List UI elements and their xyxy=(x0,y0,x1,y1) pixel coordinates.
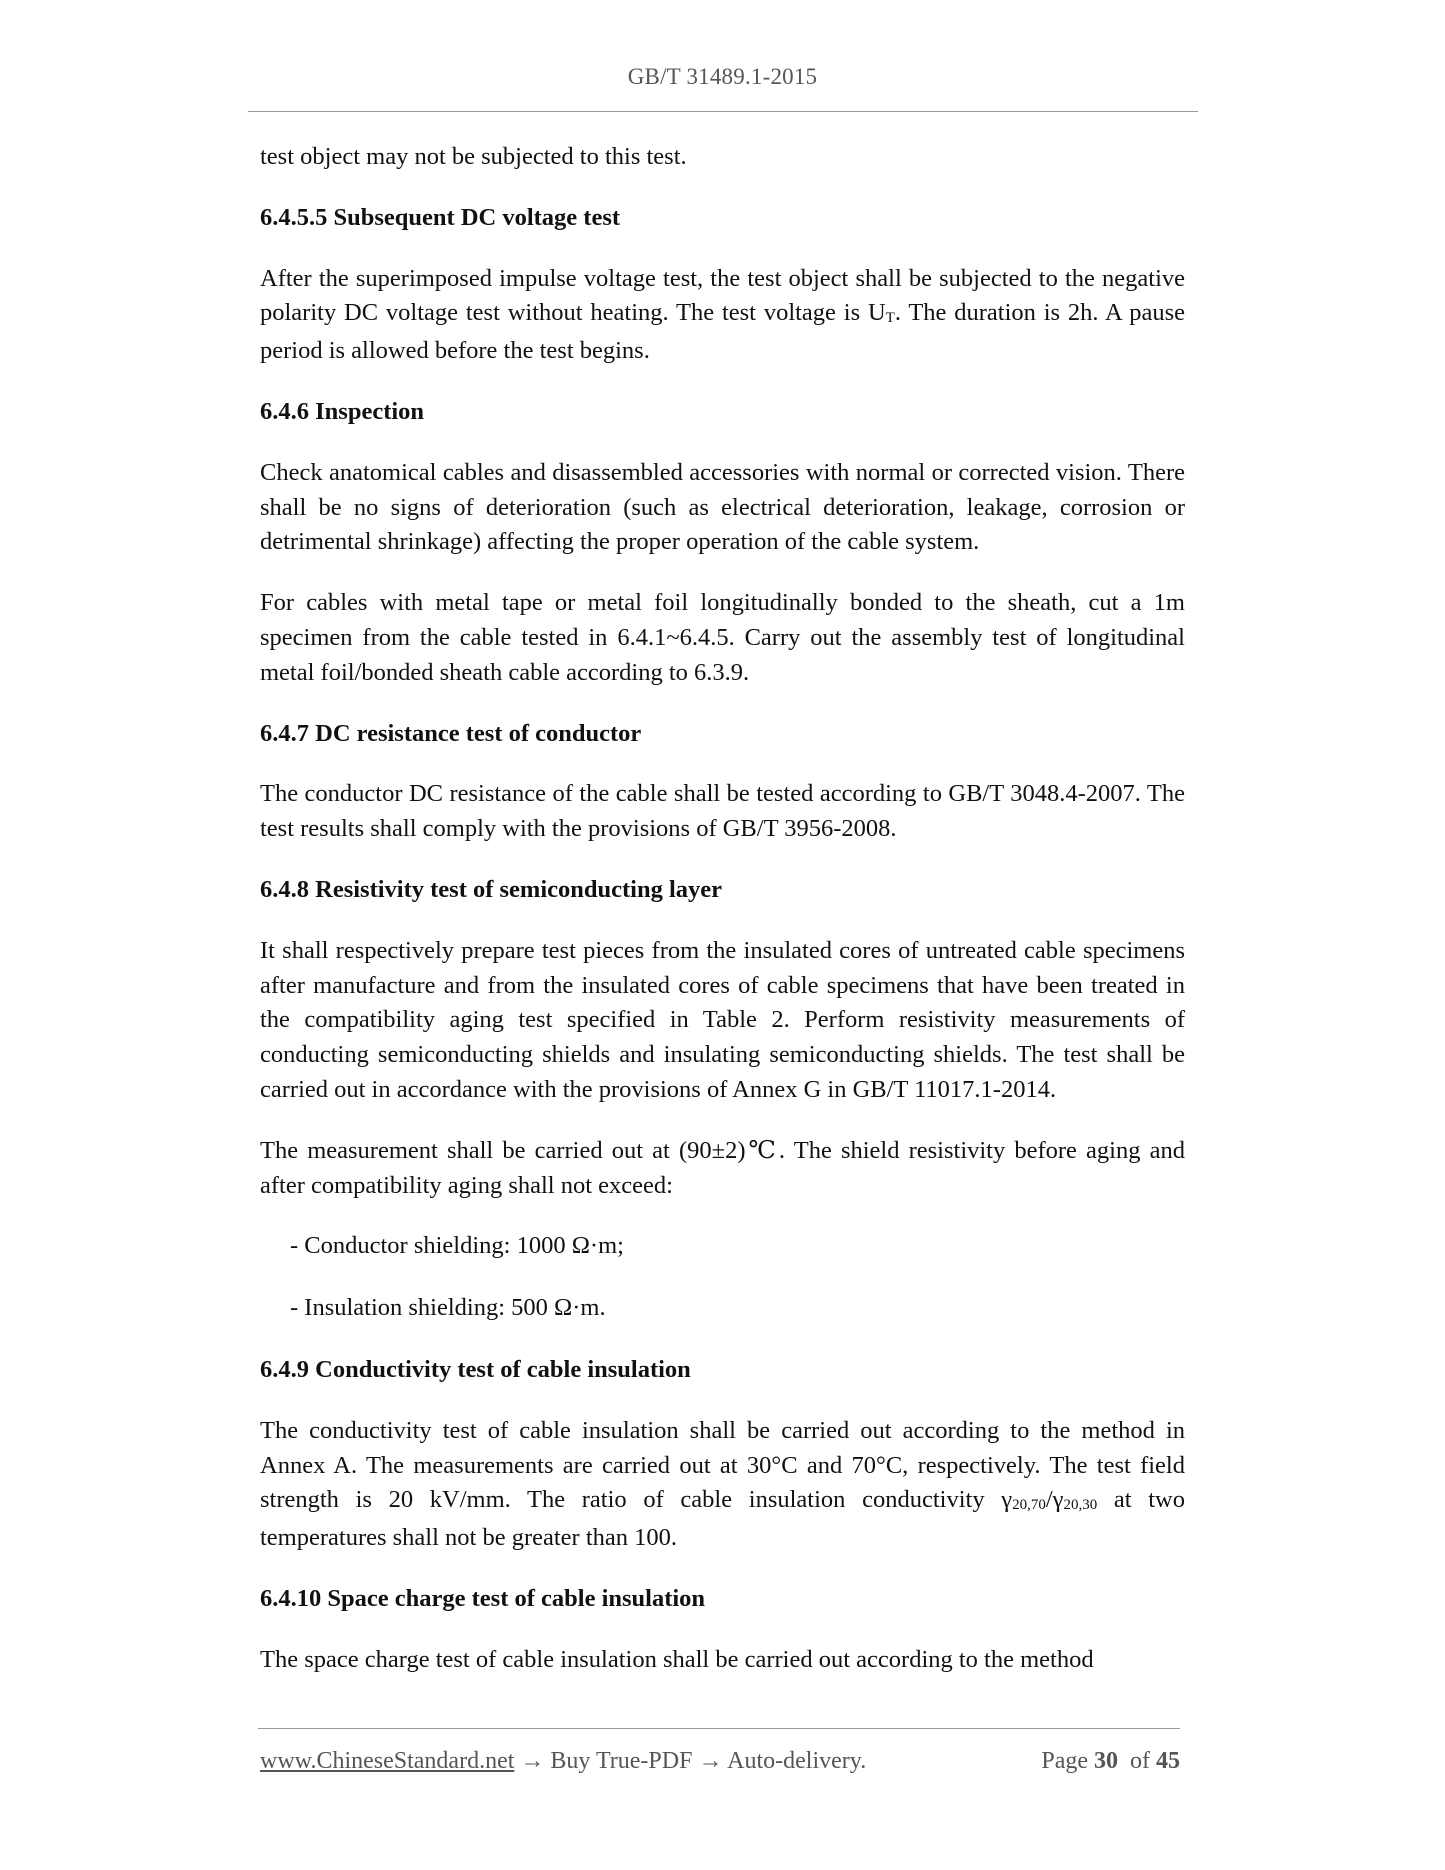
text-span: The conductivity test of cable insulation shall be carried out according to the method in Annex A. The measurements are carried out at 30°C and 70°C, respectively. The test field strength is 20 kV/mm. The ratio of cable insulation conductivity γ xyxy=(260,1416,1185,1514)
subscript: T xyxy=(885,310,895,327)
subscript: 20,30 xyxy=(1063,1497,1098,1514)
subscript: 20,70 xyxy=(1012,1497,1046,1514)
section-heading-6455: 6.4.5.5 Subsequent DC voltage test xyxy=(260,203,621,231)
current-page: 30 xyxy=(1094,1748,1118,1774)
list-item-conductor-shielding: - Conductor shielding: 1000 Ω·m; xyxy=(290,1232,624,1260)
total-pages: 45 xyxy=(1156,1748,1180,1774)
section-647-paragraph: The conductor DC resistance of the cable shall be tested according to GB/T 3048.4-2007. The test results shall comply with the provisions of GB/T 3956-2008. xyxy=(260,780,1185,843)
header-divider xyxy=(248,111,1198,112)
section-heading-648: 6.4.8 Resistivity test of semiconducting layer xyxy=(260,875,723,903)
document-body xyxy=(260,140,1185,1704)
section-646-paragraph-1: Check anatomical cables and disassembled accessories with normal or corrected vision. There shall be no signs of deterioration (such as electrical deterioration, leakage, corrosion or detrimental shrinkage) affecting the proper operation of the cable system. xyxy=(260,458,1185,556)
intro-paragraph: test object may not be subjected to this test. xyxy=(260,143,687,170)
section-6410-paragraph: The space charge test of cable insulation shall be carried out according to the method xyxy=(260,1645,1094,1673)
arrow-icon: → xyxy=(692,1748,728,1774)
text-span: /γ xyxy=(1045,1486,1064,1514)
footer-promo xyxy=(260,1748,866,1775)
of-label: of xyxy=(1130,1748,1150,1774)
section-648-paragraph-2: The measurement shall be carried out at (90±2)℃. The shield resistivity before aging and after compatibility aging shall not exceed: xyxy=(260,1136,1185,1199)
text-span: . The duration is 2h. A pause period is allowed before the test begins. xyxy=(260,299,1185,365)
website-link[interactable]: www.ChineseStandard.net xyxy=(260,1748,515,1774)
list-item-insulation-shielding: - Insulation shielding: 500 Ω·m. xyxy=(290,1294,606,1322)
section-648-paragraph-1: It shall respectively prepare test pieces from the insulated cores of untreated cable specimens after manufacture and from the insulated cores of cable specimens that have been treated in the compatibility aging test specified in Table 2. Perform resistivity measurements of conducting semiconducting shields and insulating semiconducting shields. The test shall be carried out in accordance with the provisions of Annex G in GB/T 11017.1-2014. xyxy=(260,936,1185,1103)
page-number xyxy=(1041,1748,1180,1775)
page-label: Page xyxy=(1041,1748,1088,1774)
text-span: After the superimposed impulse voltage test, the test object shall be subjected to the negative polarity DC voltage test without heating. The test voltage is U xyxy=(260,264,1185,327)
section-649-paragraph xyxy=(260,1414,1185,1556)
delivery-text: Auto-delivery. xyxy=(727,1748,867,1774)
text-span: at two temperatures shall not be greater than 100. xyxy=(260,1486,1185,1552)
buy-text: Buy True-PDF xyxy=(550,1748,693,1774)
footer-divider xyxy=(258,1728,1180,1729)
section-646-paragraph-2: For cables with metal tape or metal foil longitudinally bonded to the sheath, cut a 1m specimen from the cable tested in 6.4.1~6.4.5. Carry out the assembly test of longitudinal metal foil/bonded sheath cable according to 6.3.9. xyxy=(260,589,1185,686)
arrow-icon: → xyxy=(514,1748,551,1774)
section-heading-649: 6.4.9 Conductivity test of cable insulation xyxy=(260,1355,691,1383)
document-header-title: GB/T 31489.1-2015 xyxy=(627,64,818,89)
section-6455-paragraph xyxy=(260,262,1185,369)
section-heading-6410: 6.4.10 Space charge test of cable insulation xyxy=(260,1584,706,1612)
section-heading-647: 6.4.7 DC resistance test of conductor xyxy=(260,719,642,747)
section-heading-646: 6.4.6 Inspection xyxy=(260,397,425,425)
